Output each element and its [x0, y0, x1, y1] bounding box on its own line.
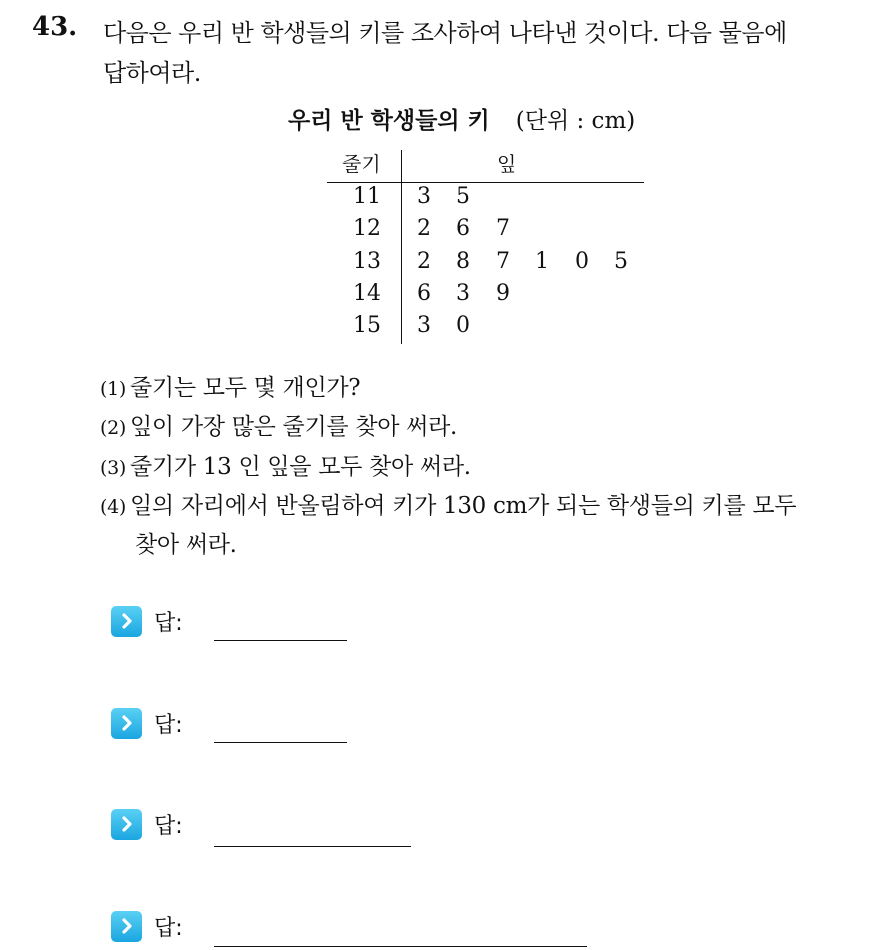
question-text-line2: 답하여라.: [103, 59, 201, 87]
answer-blank-2[interactable]: [214, 742, 347, 743]
answer-row-2: [111, 707, 183, 739]
subquestion-number: (3): [100, 457, 127, 479]
leaf-cell: 6: [417, 281, 431, 306]
answer-label: 답:: [154, 813, 183, 839]
leaf-cell: 2: [417, 216, 431, 241]
stem-cell: 15: [353, 313, 381, 338]
answer-label: 답:: [154, 610, 183, 636]
subquestion-number: (2): [100, 417, 127, 439]
subquestion-2: [100, 408, 457, 441]
answer-label: 답:: [154, 915, 183, 941]
question-text-line1: 다음은 우리 반 학생들의 키를 조사하여 나타낸 것이다. 다음 물음에: [103, 19, 787, 47]
subquestion-3: [100, 448, 471, 481]
answer-row-4: [111, 910, 183, 942]
leaf-cell: 7: [496, 216, 510, 241]
leaf-cell: 0: [456, 313, 470, 338]
answer-row-1: [111, 605, 183, 637]
leaf-cell: 5: [456, 184, 470, 209]
table-title: 우리 반 학생들의 키: [288, 107, 490, 134]
stem-cell: 14: [353, 281, 381, 306]
leaf-cell: 2: [417, 249, 431, 274]
subquestion-1: [100, 369, 360, 402]
stem-cell: 12: [353, 216, 381, 241]
leaf-header: 잎: [497, 152, 517, 176]
chevron-right-icon: [111, 606, 142, 637]
stem-header: 줄기: [342, 152, 381, 176]
leaf-cell: 9: [496, 281, 510, 306]
stem-cell: 11: [353, 184, 381, 209]
chevron-right-icon: [111, 809, 142, 840]
table-title-row: [288, 102, 635, 135]
answer-blank-4[interactable]: [214, 946, 587, 947]
subquestion-number: (1): [100, 378, 127, 400]
stem-leaf-divider: [401, 150, 402, 344]
chevron-right-icon: [111, 911, 142, 942]
chevron-right-icon: [111, 708, 142, 739]
leaf-cell: 3: [417, 313, 431, 338]
header-divider: [327, 182, 644, 183]
stem-cell: 13: [353, 249, 381, 274]
leaf-cell: 8: [456, 249, 470, 274]
table-unit: (단위 : cm): [515, 108, 636, 134]
leaf-cell: 3: [417, 184, 431, 209]
leaf-cell: 1: [535, 249, 549, 274]
subquestion-text: 줄기는 모두 몇 개인가?: [130, 375, 361, 401]
leaf-cell: 0: [575, 249, 589, 274]
leaf-cell: 5: [614, 249, 628, 274]
leaf-cell: 7: [496, 249, 510, 274]
question-number: 43.: [32, 12, 78, 42]
subquestion-number: (4): [100, 496, 127, 518]
answer-label: 답:: [154, 712, 183, 738]
subquestion-4: [100, 487, 796, 520]
leaf-cell: 6: [456, 216, 470, 241]
answer-row-3: [111, 808, 183, 840]
subquestion-text: 일의 자리에서 반올림하여 키가 130 cm가 되는 학생들의 키를 모두: [130, 493, 797, 519]
subquestion-text: 줄기가 13 인 잎을 모두 찾아 써라.: [130, 454, 471, 480]
leaf-cell: 3: [456, 281, 470, 306]
answer-blank-1[interactable]: [214, 640, 347, 641]
answer-blank-3[interactable]: [214, 846, 411, 847]
subquestion-4-continuation: 찾아 써라.: [135, 532, 237, 558]
subquestion-text: 잎이 가장 많은 줄기를 찾아 써라.: [130, 414, 458, 440]
